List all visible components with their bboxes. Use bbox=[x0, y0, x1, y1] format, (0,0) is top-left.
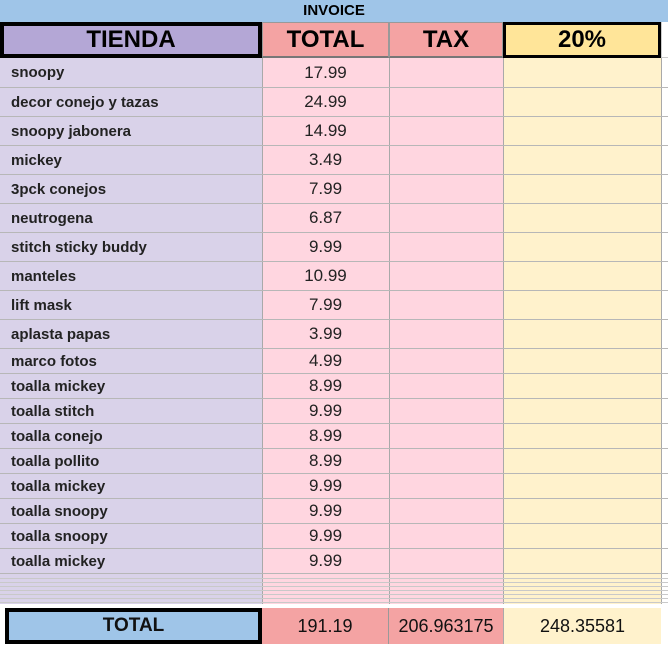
item-total-cell[interactable]: 9.99 bbox=[308, 476, 343, 495]
item-tax-cell[interactable] bbox=[389, 399, 503, 423]
item-20-percent-cell[interactable] bbox=[503, 374, 661, 398]
item-tax-cell[interactable] bbox=[389, 524, 503, 548]
item-extra-cell[interactable] bbox=[661, 233, 668, 261]
item-tax-cell[interactable] bbox=[389, 117, 503, 145]
footer-tax-value[interactable]: 206.963175 bbox=[389, 608, 503, 644]
item-name-cell[interactable]: lift mask bbox=[11, 296, 72, 314]
item-name-cell[interactable]: toalla conejo bbox=[11, 427, 103, 445]
header-tienda[interactable]: TIENDA bbox=[0, 22, 262, 58]
item-total-cell[interactable]: 7.99 bbox=[308, 295, 343, 314]
item-20-percent-cell[interactable] bbox=[503, 499, 661, 523]
item-tax-cell[interactable] bbox=[389, 262, 503, 290]
item-20-percent-cell[interactable] bbox=[503, 320, 661, 348]
header-total[interactable]: TOTAL bbox=[262, 22, 389, 58]
item-name-cell[interactable]: aplasta papas bbox=[11, 325, 111, 343]
item-extra-cell[interactable] bbox=[661, 449, 668, 473]
item-tax-cell[interactable] bbox=[389, 449, 503, 473]
table-row bbox=[0, 424, 668, 449]
item-20-percent-cell[interactable] bbox=[503, 88, 661, 116]
item-name-cell[interactable]: decor conejo y tazas bbox=[11, 93, 159, 111]
item-extra-cell[interactable] bbox=[661, 117, 668, 145]
item-total-cell[interactable]: 9.99 bbox=[308, 401, 343, 420]
item-extra-cell[interactable] bbox=[661, 88, 668, 116]
item-tax-cell[interactable] bbox=[389, 175, 503, 203]
item-20-percent-cell[interactable] bbox=[503, 399, 661, 423]
item-name-cell[interactable]: manteles bbox=[11, 267, 77, 285]
item-total-cell[interactable]: 24.99 bbox=[304, 92, 347, 111]
item-20-percent-cell[interactable] bbox=[503, 175, 661, 203]
empty-rows bbox=[0, 575, 668, 604]
item-tax-cell[interactable] bbox=[389, 204, 503, 232]
item-total-cell[interactable]: 8.99 bbox=[308, 376, 343, 395]
item-extra-cell[interactable] bbox=[661, 524, 668, 548]
item-name-cell[interactable]: toalla snoopy bbox=[11, 502, 108, 520]
item-total-cell[interactable]: 8.99 bbox=[308, 451, 343, 470]
item-name-cell[interactable]: snoopy bbox=[11, 64, 65, 81]
footer-total-label[interactable]: TOTAL bbox=[5, 608, 262, 644]
item-20-percent-cell[interactable] bbox=[503, 262, 661, 290]
item-tax-cell[interactable] bbox=[389, 424, 503, 448]
item-tax-cell[interactable] bbox=[389, 349, 503, 373]
table-row bbox=[0, 320, 668, 349]
header-empty-cell[interactable] bbox=[661, 22, 668, 58]
item-extra-cell[interactable] bbox=[661, 399, 668, 423]
header-tax[interactable]: TAX bbox=[389, 22, 503, 58]
table-row bbox=[0, 374, 668, 399]
item-20-percent-cell[interactable] bbox=[503, 549, 661, 573]
item-name-cell[interactable]: toalla snoopy bbox=[11, 527, 108, 545]
item-name-cell[interactable]: toalla mickey bbox=[11, 477, 106, 495]
table-row bbox=[0, 233, 668, 262]
item-total-cell[interactable]: 4.99 bbox=[308, 351, 343, 370]
item-total-cell[interactable]: 17.99 bbox=[304, 62, 347, 82]
table-row bbox=[0, 204, 668, 233]
item-tax-cell[interactable] bbox=[389, 474, 503, 498]
item-tax-cell[interactable] bbox=[389, 374, 503, 398]
item-total-cell[interactable]: 14.99 bbox=[304, 121, 347, 140]
item-total-cell[interactable]: 9.99 bbox=[308, 526, 343, 545]
item-20-percent-cell[interactable] bbox=[503, 291, 661, 319]
table-row bbox=[0, 474, 668, 499]
item-tax-cell[interactable] bbox=[389, 549, 503, 573]
item-name-cell[interactable]: toalla mickey bbox=[11, 552, 106, 570]
item-name-cell[interactable]: toalla pollito bbox=[11, 452, 100, 470]
table-row bbox=[0, 499, 668, 524]
item-tax-cell[interactable] bbox=[389, 88, 503, 116]
item-name-cell[interactable]: toalla stitch bbox=[11, 402, 95, 420]
table-row bbox=[0, 146, 668, 175]
item-extra-cell[interactable] bbox=[661, 374, 668, 398]
item-20-percent-cell[interactable] bbox=[503, 524, 661, 548]
header-20-percent[interactable]: 20% bbox=[503, 22, 661, 58]
item-extra-cell[interactable] bbox=[661, 499, 668, 523]
table-row bbox=[0, 262, 668, 291]
table-row bbox=[0, 399, 668, 424]
item-20-percent-cell[interactable] bbox=[503, 424, 661, 448]
table-row bbox=[0, 449, 668, 474]
item-tax-cell[interactable] bbox=[389, 499, 503, 523]
footer-total-value[interactable]: 191.19 bbox=[262, 608, 389, 644]
item-extra-cell[interactable] bbox=[661, 58, 668, 87]
item-extra-cell[interactable] bbox=[661, 146, 668, 174]
item-total-cell[interactable]: 8.99 bbox=[308, 426, 343, 445]
item-20-percent-cell[interactable] bbox=[503, 117, 661, 145]
item-extra-cell[interactable] bbox=[661, 204, 668, 232]
item-20-percent-cell[interactable] bbox=[503, 204, 661, 232]
item-total-cell[interactable]: 9.99 bbox=[308, 551, 343, 570]
item-name-cell[interactable]: neutrogena bbox=[11, 209, 93, 227]
item-total-cell[interactable]: 3.49 bbox=[308, 150, 343, 169]
item-extra-cell[interactable] bbox=[661, 175, 668, 203]
item-total-cell[interactable]: 6.87 bbox=[308, 208, 343, 227]
item-name-cell[interactable]: 3pck conejos bbox=[11, 180, 107, 198]
item-tax-cell[interactable] bbox=[389, 58, 503, 87]
item-name-cell[interactable]: toalla mickey bbox=[11, 377, 106, 395]
item-20-percent-cell[interactable] bbox=[503, 233, 661, 261]
table-row bbox=[0, 524, 668, 549]
table-row bbox=[0, 58, 668, 88]
item-total-cell[interactable]: 3.99 bbox=[308, 324, 343, 343]
item-20-percent-cell[interactable] bbox=[503, 146, 661, 174]
table-row bbox=[0, 175, 668, 204]
sheet-title[interactable]: INVOICE bbox=[0, 0, 668, 23]
item-rows bbox=[0, 58, 668, 574]
item-name-cell[interactable]: stitch sticky buddy bbox=[11, 238, 147, 256]
item-total-cell[interactable]: 10.99 bbox=[304, 266, 347, 285]
item-name-cell[interactable]: snoopy jabonera bbox=[11, 122, 132, 140]
item-extra-cell[interactable] bbox=[661, 320, 668, 348]
item-extra-cell[interactable] bbox=[661, 424, 668, 448]
item-20-percent-cell[interactable] bbox=[503, 349, 661, 373]
footer-20-percent-value[interactable]: 248.35581 bbox=[503, 608, 661, 644]
item-name-cell[interactable]: marco fotos bbox=[11, 352, 97, 370]
item-extra-cell[interactable] bbox=[661, 291, 668, 319]
item-extra-cell[interactable] bbox=[661, 262, 668, 290]
table-row bbox=[0, 117, 668, 146]
item-20-percent-cell[interactable] bbox=[503, 58, 661, 87]
item-20-percent-cell[interactable] bbox=[503, 449, 661, 473]
item-tax-cell[interactable] bbox=[389, 146, 503, 174]
item-extra-cell[interactable] bbox=[661, 349, 668, 373]
item-20-percent-cell[interactable] bbox=[503, 474, 661, 498]
table-row bbox=[0, 88, 668, 117]
table-row bbox=[0, 349, 668, 374]
item-extra-cell[interactable] bbox=[661, 474, 668, 498]
item-total-cell[interactable]: 9.99 bbox=[308, 237, 343, 256]
item-total-cell[interactable]: 7.99 bbox=[308, 179, 343, 198]
item-tax-cell[interactable] bbox=[389, 233, 503, 261]
item-extra-cell[interactable] bbox=[661, 549, 668, 573]
table-row bbox=[0, 291, 668, 320]
item-name-cell[interactable]: mickey bbox=[11, 151, 62, 169]
item-tax-cell[interactable] bbox=[389, 291, 503, 319]
item-total-cell[interactable]: 9.99 bbox=[308, 501, 343, 520]
item-tax-cell[interactable] bbox=[389, 320, 503, 348]
table-row bbox=[0, 549, 668, 574]
